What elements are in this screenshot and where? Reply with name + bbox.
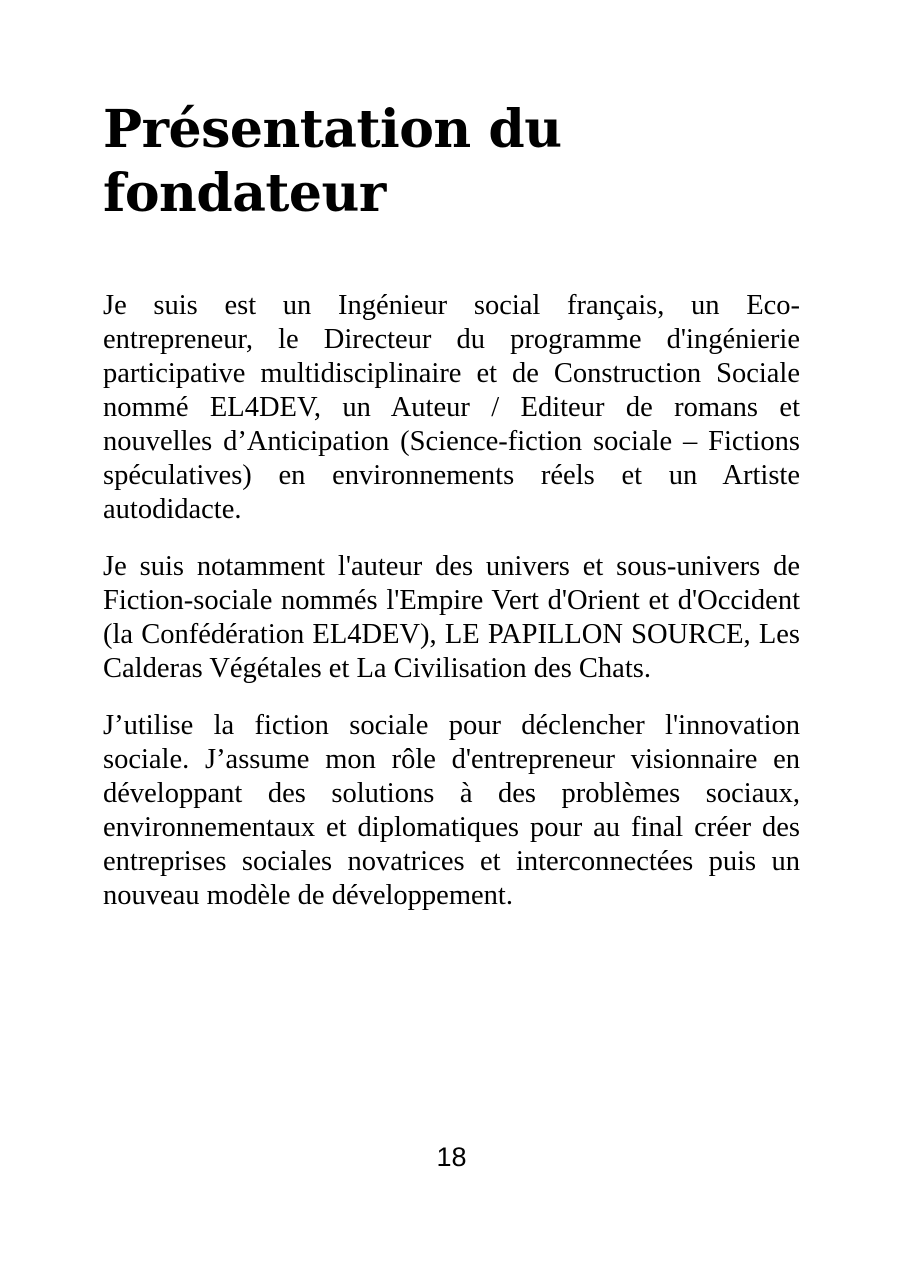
text-line: nouveau modèle de développement.: [103, 880, 513, 911]
document-body: [103, 289, 800, 913]
title-line: fondateur: [103, 163, 386, 224]
paragraph: [103, 709, 800, 913]
text-line: Calderas Végétales et La Civilisation des Chats.: [103, 653, 651, 684]
text-line: entreprises sociales novatrices et interconnectées puis un: [103, 846, 800, 877]
text-line: Je suis est un Ingénieur social français, un Eco-: [103, 290, 800, 321]
text-line: Fiction-sociale nommés l'Empire Vert d'Orient et d'Occident: [103, 585, 800, 616]
page-title: [103, 98, 800, 226]
text-line: Je suis notamment l'auteur des univers et sous-univers de: [103, 551, 800, 582]
page-number: 18: [436, 1142, 467, 1172]
text-line: (la Confédération EL4DEV), LE PAPILLON SOURCE, Les: [103, 619, 800, 650]
paragraph: [103, 289, 800, 527]
text-line: participative multidisciplinaire et de Construction Sociale: [103, 358, 800, 389]
text-line: sociale. J’assume mon rôle d'entrepreneur visionnaire en: [103, 744, 800, 775]
text-line: environnementaux et diplomatiques pour au final créer des: [103, 812, 800, 843]
text-line: spéculatives) en environnements réels et un Artiste: [103, 460, 800, 491]
paragraph: [103, 550, 800, 686]
text-line: J’utilise la fiction sociale pour déclencher l'innovation: [103, 710, 800, 741]
text-line: développant des solutions à des problèmes sociaux,: [103, 778, 800, 809]
title-line: Présentation du: [103, 99, 562, 160]
text-line: nommé EL4DEV, un Auteur / Editeur de romans et: [103, 392, 800, 423]
text-line: autodidacte.: [103, 494, 242, 525]
text-line: entrepreneur, le Directeur du programme d'ingénierie: [103, 324, 800, 355]
text-column: [103, 98, 800, 913]
text-line: nouvelles d’Anticipation (Science-fiction sociale – Fictions: [103, 426, 800, 457]
